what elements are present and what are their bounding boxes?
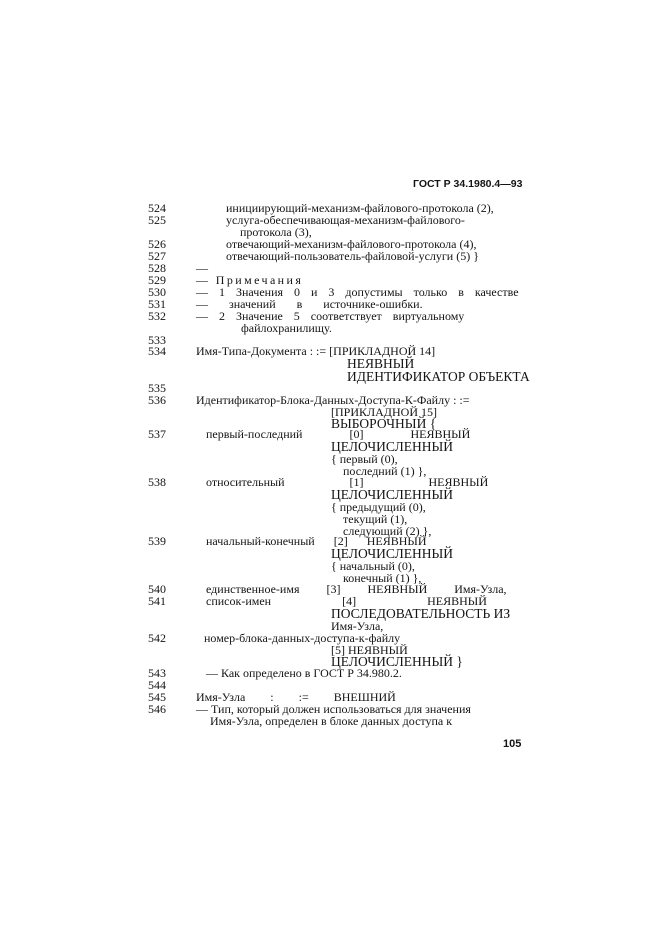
line-number: 533 — [148, 333, 166, 347]
line-text: — 2 Значение 5 соответствует виртуальному — [196, 309, 465, 323]
line-text: инициирующий-механизм-файлового-протокола (2), — [226, 201, 494, 215]
line-number: 544 — [148, 678, 166, 692]
line-number: 527 — [148, 249, 166, 263]
line-number: 545 — [148, 690, 166, 704]
line-text: конечный (1) }, — [343, 571, 422, 585]
line-text: Имя-Узла : := ВНЕШНИЙ — [196, 690, 396, 704]
line-text: следующий (2) }, — [343, 524, 432, 538]
line-text: список-имен [4] НЕЯВНЫЙ — [206, 594, 487, 608]
line-text: ЦЕЛОЧИСЛЕННЫЙ — [331, 439, 454, 454]
line-number: 535 — [148, 381, 166, 395]
line-text: Имя-Типа-Документа : := [ПРИКЛАДНОЙ 14] — [196, 344, 436, 358]
line-text: последний (1) }, — [343, 464, 427, 478]
line-text: ЦЕЛОЧИСЛЕННЫЙ — [331, 487, 454, 502]
line-number: 528 — [148, 261, 166, 275]
line-number: 539 — [148, 534, 166, 548]
line-text: — Тип, который должен использоваться для значения — [196, 702, 471, 716]
line-number: 534 — [148, 344, 166, 358]
line-number: 541 — [148, 594, 166, 608]
line-text: протокола (3), — [240, 225, 312, 239]
line-text: отвечающий-механизм-файлового-протокола (4), — [226, 237, 477, 251]
line-number: 532 — [148, 309, 166, 323]
line-text: ЦЕЛОЧИСЛЕННЫЙ } — [331, 654, 463, 669]
line-number: 538 — [148, 475, 166, 489]
line-text: { начальный (0), — [331, 559, 415, 573]
line-text: { предыдущий (0), — [331, 500, 426, 514]
line-number: 537 — [148, 427, 166, 441]
line-text: номер-блока-данных-доступа-к-файлу — [204, 631, 401, 645]
line-number: 540 — [148, 582, 166, 596]
line-text: — Как определено в ГОСТ Р 34.980.2. — [206, 666, 402, 680]
line-number: 529 — [148, 273, 166, 287]
line-text: Имя-Узла, определен в блоке данных доступа к — [210, 714, 453, 728]
line-number: 531 — [148, 297, 166, 311]
line-text: { первый (0), — [331, 452, 398, 466]
line-text: ВЫБОРОЧНЫЙ { — [331, 416, 437, 431]
line-number: 536 — [148, 393, 166, 407]
line-text: относительный [1] НЕЯВНЫЙ — [206, 475, 489, 489]
line-number: 542 — [148, 631, 166, 645]
line-text: ПОСЛЕДОВАТЕЛЬНОСТЬ ИЗ — [331, 606, 511, 621]
line-text: первый-последний [0] НЕЯВНЫЙ — [206, 427, 471, 441]
line-text: ИДЕНТИФИКАТОР ОБЪЕКТА — [347, 369, 530, 384]
document-header: ГОСТ Р 34.1980.4—93 — [413, 178, 523, 190]
line-text: начальный-конечный [2] НЕЯВНЫЙ — [206, 534, 427, 548]
line-number: 546 — [148, 702, 166, 716]
line-text: текущий (1), — [343, 512, 408, 526]
page-number: 105 — [503, 738, 522, 750]
line-text: — 1 Значения 0 и 3 допустимы только в качестве — [196, 285, 519, 299]
line-number: 530 — [148, 285, 166, 299]
line-number: 543 — [148, 666, 166, 680]
line-text: — значений в источнике-ошибки. — [196, 297, 423, 311]
line-text: — — [196, 261, 208, 275]
line-text: отвечающий-пользователь-файловой-услуги (5) } — [226, 249, 479, 263]
line-number: 525 — [148, 213, 166, 227]
line-text: ЦЕЛОЧИСЛЕННЫЙ — [331, 546, 454, 561]
line-number: 524 — [148, 201, 166, 215]
line-text: НЕЯВНЫЙ — [347, 356, 415, 371]
line-text: услуга-обеспечивающая-механизм-файлового- — [226, 213, 465, 227]
line-text: [ПРИКЛАДНОЙ 15] — [331, 405, 437, 419]
notes-heading: — Примечания — [196, 273, 304, 287]
line-number: 526 — [148, 237, 166, 251]
line-text: Имя-Узла, — [331, 619, 384, 633]
line-text: Идентификатор-Блока-Данных-Доступа-К-Файлу : := — [196, 393, 470, 407]
line-text: единственное-имя [3] НЕЯВНЫЙ Имя-Узла, — [206, 582, 507, 596]
line-text: [5] НЕЯВНЫЙ — [331, 643, 408, 657]
line-text: файлохранилищу. — [241, 321, 332, 335]
